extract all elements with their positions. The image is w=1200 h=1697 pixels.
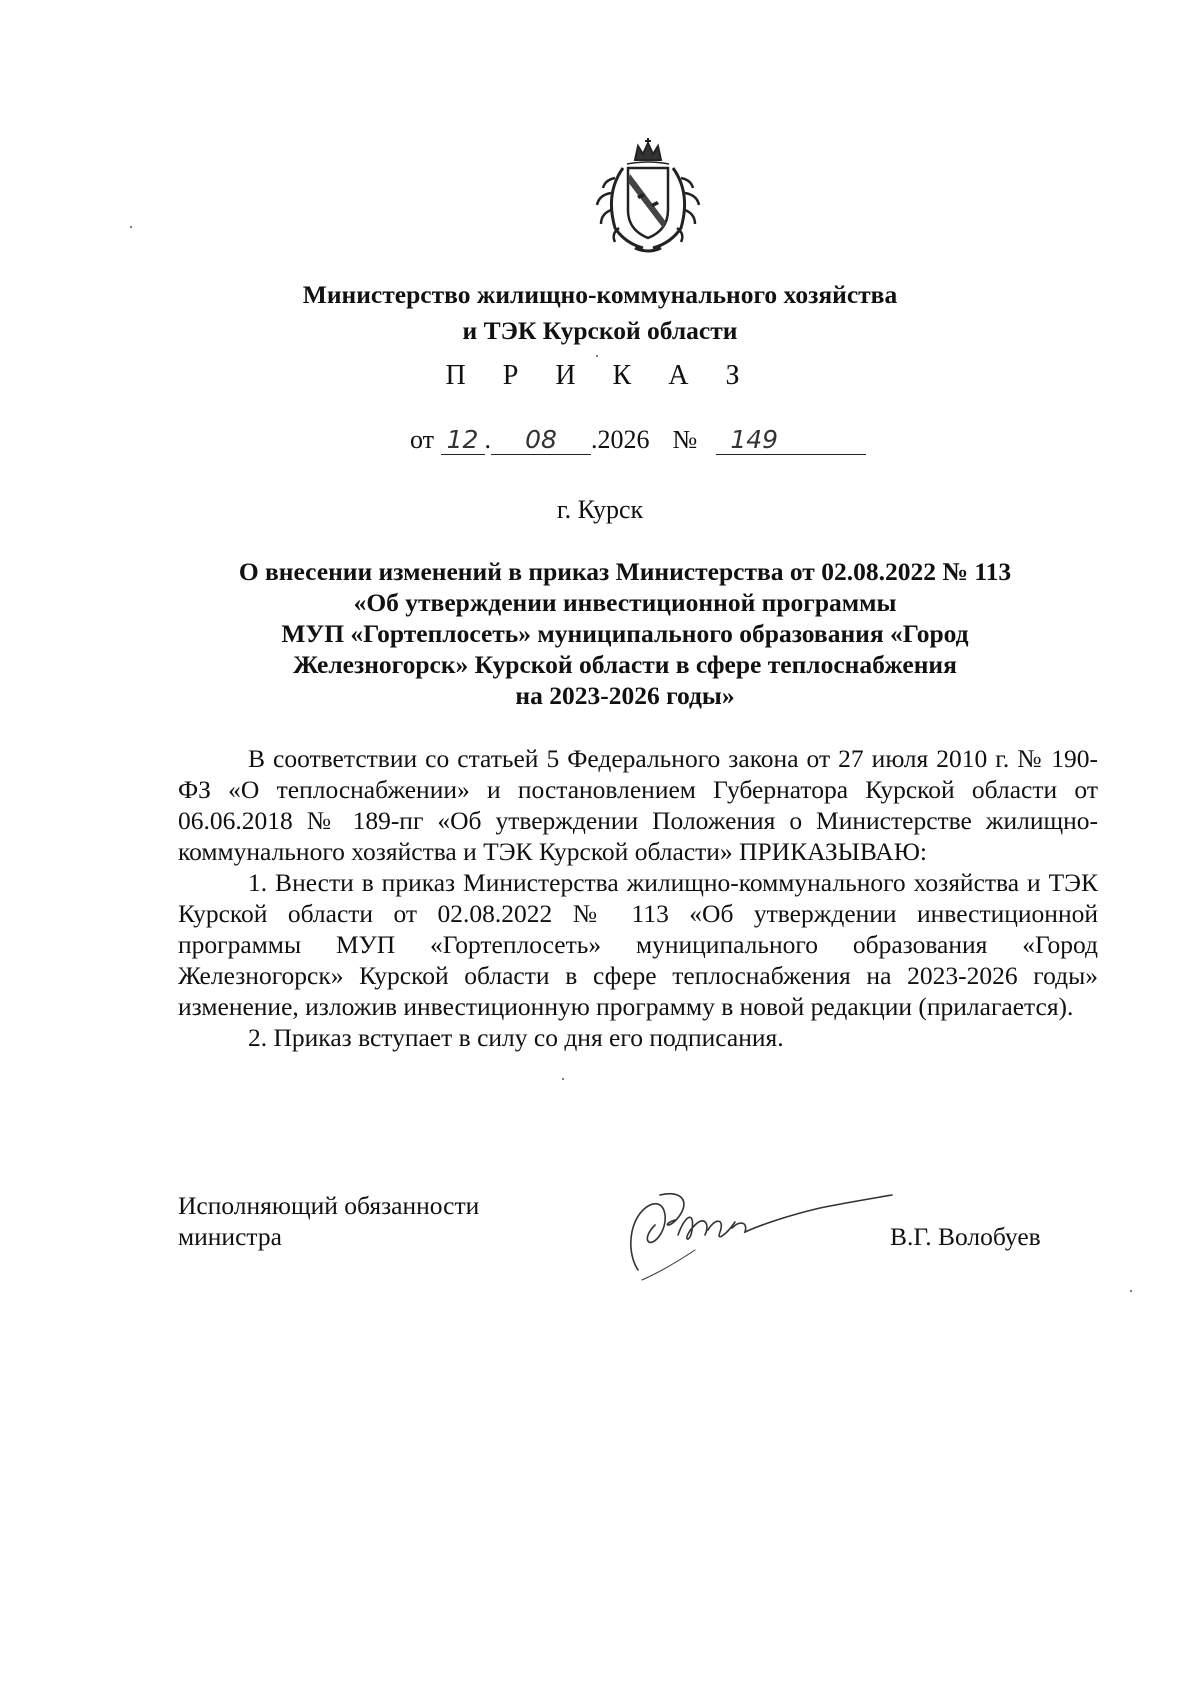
signatory-name: В.Г. Волобуев xyxy=(890,1222,1041,1251)
position-line-2: министра xyxy=(178,1222,282,1251)
order-title xyxy=(190,556,1060,711)
ministry-line-1: Министерство жилищно-коммунального хозяйства xyxy=(302,280,898,309)
order-number: 149 xyxy=(716,426,866,455)
coat-of-arms-icon xyxy=(585,138,711,256)
title-line: на 2023-2026 годы» xyxy=(515,681,735,710)
order-item-1: 1. Внести в приказ Министерства жилищно-коммунального хозяйства и ТЭК Курской области от 02.08.2022 № 113 «Об утверждении инвестиционной программы МУП «Гортеплосеть» муниципального образования «Город Железногорск» Курской области в сфере теплоснабжения на 2023-2026 годы» изменение, изложив инвестиционную программу в новой редакции (прилагается). xyxy=(178,868,1098,1021)
document-type: П Р И К А З xyxy=(445,360,755,391)
title-line: Железногорск» Курской области в сфере теплоснабжения xyxy=(293,650,957,679)
scan-speck xyxy=(130,226,132,228)
ministry-header xyxy=(140,277,1060,349)
title-line: «Об утверждении инвестиционной программы xyxy=(353,588,897,617)
date-number-line: от 12 . 08 .2026 № 149 xyxy=(410,425,866,455)
city: г. Курск xyxy=(556,495,644,524)
signatory-position xyxy=(178,1190,479,1252)
order-body xyxy=(178,743,1098,1053)
scan-speck xyxy=(1130,1290,1132,1292)
date-day: 12 xyxy=(441,426,485,455)
scan-speck xyxy=(562,1078,564,1080)
handwritten-signature xyxy=(620,1180,900,1290)
number-sign: № xyxy=(672,425,698,454)
date-year: .2026 xyxy=(591,425,650,454)
title-line: МУП «Гортеплосеть» муниципального образования «Город xyxy=(281,619,969,648)
ministry-line-2: и ТЭК Курской области xyxy=(462,316,738,345)
title-line: О внесении изменений в приказ Министерства от 02.08.2022 № 113 xyxy=(238,557,1012,586)
scan-speck xyxy=(596,355,598,357)
date-prefix: от xyxy=(410,425,435,454)
date-month: 08 xyxy=(491,426,591,455)
preamble-paragraph: В соответствии со статьей 5 Федерального закона от 27 июля 2010 г. № 190-ФЗ «О теплоснабжении» и постановлением Губернатора Курской области от 06.06.2018 № 189-пг «Об утверждении Положения о Министерстве жилищно-коммунального хозяйства и ТЭК Курской области» ПРИКАЗЫВАЮ: xyxy=(178,744,1098,866)
position-line-1: Исполняющий обязанности xyxy=(178,1191,480,1220)
order-item-2: 2. Приказ вступает в силу со дня его подписания. xyxy=(248,1023,784,1052)
